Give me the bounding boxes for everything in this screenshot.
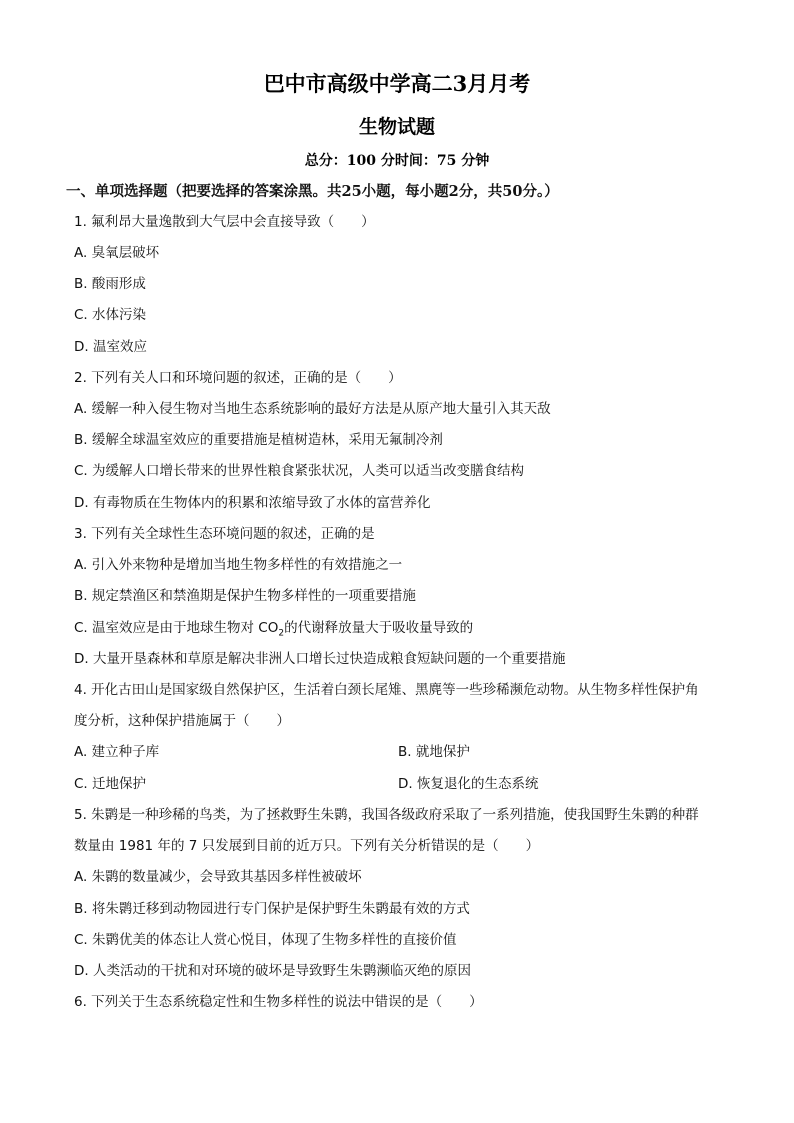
exam-title: 巴中市高级中学高二3月月考 (263, 71, 531, 96)
question-3-option-a: A. 引入外来物种是增加当地生物多样性的有效措施之一 (74, 557, 403, 573)
question-4-option-b: B. 就地保护 (398, 744, 470, 760)
co2-subscript: 2 (278, 628, 285, 639)
question-1-option-a: A. 臭氧层破坏 (74, 245, 160, 261)
section-heading: 一、单项选择题（把要选择的答案涂黑。共25小题，每小题2分，共50分。） (66, 183, 559, 200)
question-6-stem: 6. 下列关于生态系统稳定性和生物多样性的说法中错误的是（ ） (74, 994, 483, 1010)
question-2-option-d: D. 有毒物质在生物体内的积累和浓缩导致了水体的富营养化 (74, 495, 431, 511)
question-3-option-c-post: 的代谢释放量大于吸收量导致的 (284, 620, 474, 636)
question-3-option-c (74, 619, 473, 643)
question-2-option-a: A. 缓解一种入侵生物对当地生态系统影响的最好方法是从原产地大量引入其天敌 (74, 401, 551, 417)
question-5-option-c: C. 朱鹮优美的体态让人赏心悦目，体现了生物多样性的直接价值 (74, 932, 457, 948)
question-4-option-c: C. 迁地保护 (74, 776, 147, 792)
question-3-option-b: B. 规定禁渔区和禁渔期是保护生物多样性的一项重要措施 (74, 588, 416, 604)
question-4-stem-line-2: 度分析，这种保护措施属于（ ） (74, 713, 290, 729)
question-1-option-d: D. 温室效应 (74, 339, 147, 355)
question-2-stem: 2. 下列有关人口和环境问题的叙述，正确的是（ ） (74, 370, 402, 386)
question-5-stem-line-2: 数量由 1981 年的 7 只发展到目前的近万只。下列有关分析错误的是（ ） (74, 838, 540, 854)
question-3-stem: 3. 下列有关全球性生态环境问题的叙述，正确的是 (74, 526, 375, 542)
question-5-option-a: A. 朱鹮的数量减少，会导致其基因多样性被破坏 (74, 869, 362, 885)
question-1-stem: 1. 氟利昂大量逸散到大气层中会直接导致（ ） (74, 214, 375, 230)
question-1-option-b: B. 酸雨形成 (74, 276, 146, 292)
question-4-option-a: A. 建立种子库 (74, 744, 160, 760)
question-5-option-b: B. 将朱鹮迁移到动物园进行专门保护是保护野生朱鹮最有效的方式 (74, 901, 470, 917)
question-2-option-b: B. 缓解全球温室效应的重要措施是植树造林，采用无氟制冷剂 (74, 432, 443, 448)
question-2-option-c: C. 为缓解人口增长带来的世界性粮食紧张状况，人类可以适当改变膳食结构 (74, 463, 525, 479)
question-4-stem-line-1: 4. 开化古田山是国家级自然保护区，生活着白颈长尾雉、黑麂等一些珍稀濒危动物。从生物多样性保护角 (74, 682, 699, 698)
question-5-stem-line-1: 5. 朱鹮是一种珍稀的鸟类，为了拯救野生朱鹮，我国各级政府采取了一系列措施，使我国野生朱鹮的种群 (74, 807, 699, 823)
subject-title: 生物试题 (358, 116, 435, 138)
question-3-option-c-pre: C. 温室效应是由于地球生物对 CO (74, 620, 279, 636)
question-4-option-d: D. 恢复退化的生态系统 (398, 776, 539, 792)
question-5-option-d: D. 人类活动的干扰和对环境的破坏是导致野生朱鹮濒临灭绝的原因 (74, 963, 471, 979)
score-time-info: 总分：100 分时间：75 分钟 (304, 153, 490, 169)
question-1-option-c: C. 水体污染 (74, 307, 147, 323)
question-3-option-d: D. 大量开垦森林和草原是解决非洲人口增长过快造成粮食短缺问题的一个重要措施 (74, 651, 566, 667)
